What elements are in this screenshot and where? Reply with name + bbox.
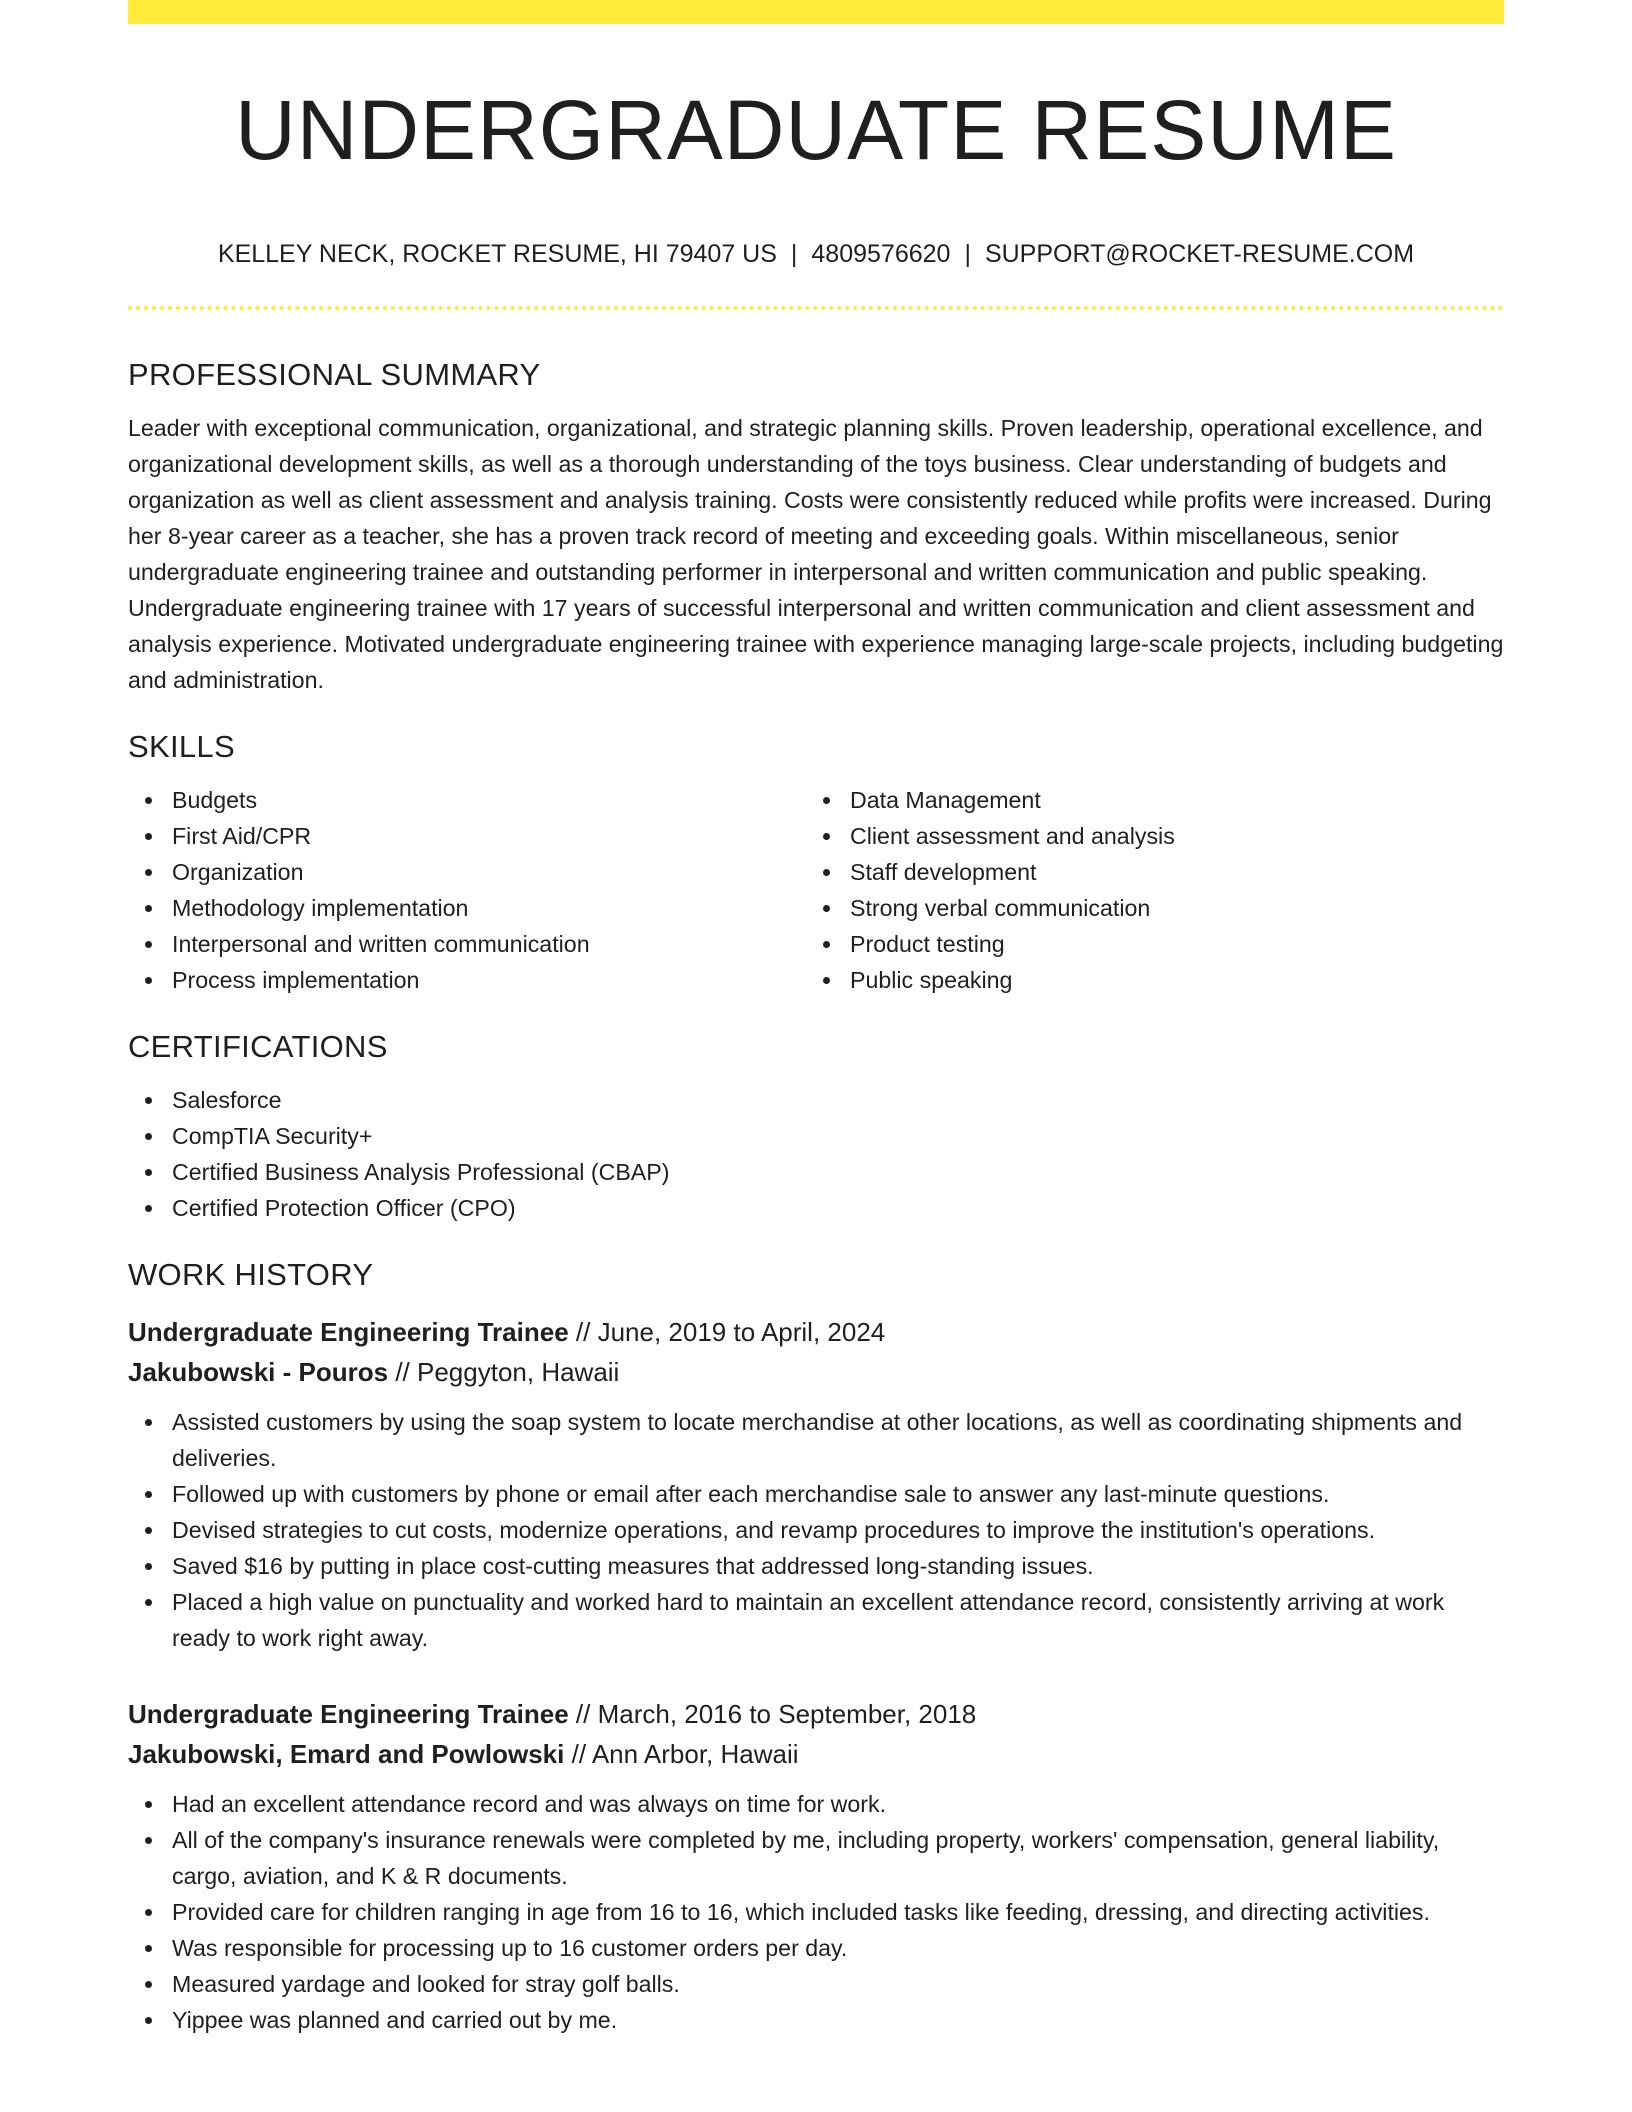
job-bullet: Was responsible for processing up to 16 customer orders per day. <box>128 1930 1504 1966</box>
certification-item: Certified Protection Officer (CPO) <box>128 1190 1504 1226</box>
job-bullet: Devised strategies to cut costs, modernize operations, and revamp procedures to improve the institution's operations. <box>128 1512 1504 1548</box>
job-company: Jakubowski, Emard and Powlowski <box>128 1739 565 1769</box>
job-separator: // <box>575 1317 591 1347</box>
certifications-section <box>128 1024 1504 1226</box>
job-company-line <box>128 1734 1504 1774</box>
job-separator: // <box>575 1699 591 1729</box>
job-entry <box>128 1694 1504 2038</box>
job-title: Undergraduate Engineering Trainee <box>128 1317 569 1347</box>
dotted-divider <box>128 306 1504 310</box>
skill-item: Client assessment and analysis <box>806 818 1484 854</box>
job-separator: // <box>571 1739 587 1769</box>
skill-item: Strong verbal communication <box>806 890 1484 926</box>
contact-separator: | <box>790 240 798 268</box>
skills-section <box>128 724 1504 998</box>
job-bullet: Measured yardage and looked for stray golf balls. <box>128 1966 1504 2002</box>
skills-heading: SKILLS <box>128 729 235 764</box>
summary-text: Leader with exceptional communication, organizational, and strategic planning skills. Proven leadership, operational excellence, and organizational development skills, as well as a thorough understanding of the toys business. Clear understanding of budgets and organization as well as client assessment and analysis training. Costs were consistently reduced while profits were increased. During her 8-year career as a teacher, she has a proven track record of meeting and exceeding goals. Within miscellaneous, senior undergraduate engineering trainee and outstanding performer in interpersonal and written communication and public speaking. Undergraduate engineering trainee with 17 years of successful interpersonal and written communication and client assessment and analysis experience. Motivated undergraduate engineering trainee with experience managing large-scale projects, including budgeting and administration. <box>128 415 1504 693</box>
job-dates: March, 2016 to September, 2018 <box>597 1699 977 1729</box>
job-location: Ann Arbor, Hawaii <box>591 1739 799 1769</box>
summary-section <box>128 352 1504 698</box>
job-bullet: Yippee was planned and carried out by me. <box>128 2002 1504 2038</box>
contact-address: KELLEY NECK, ROCKET RESUME, HI 79407 US <box>217 240 777 268</box>
skill-item: Data Management <box>806 782 1484 818</box>
job-bullets <box>128 1404 1504 1656</box>
job-title-line <box>128 1694 1504 1734</box>
job-separator: // <box>395 1357 410 1387</box>
work-history-section <box>128 1252 1504 2038</box>
job-bullet: Placed a high value on punctuality and worked hard to maintain an excellent attendance record, consistently arriving at work ready to work right away. <box>128 1584 1504 1656</box>
job-company: Jakubowski - Pouros <box>128 1357 389 1387</box>
top-accent-bar <box>128 0 1504 24</box>
skill-item: Methodology implementation <box>128 890 806 926</box>
summary-heading: PROFESSIONAL SUMMARY <box>128 357 541 392</box>
skill-item: Public speaking <box>806 962 1484 998</box>
job-title: Undergraduate Engineering Trainee <box>128 1699 569 1729</box>
skill-item: Process implementation <box>128 962 806 998</box>
certification-item: CompTIA Security+ <box>128 1118 1504 1154</box>
job-entry <box>128 1312 1504 1656</box>
skills-list-right <box>806 782 1484 998</box>
contact-email: SUPPORT@ROCKET-RESUME.COM <box>984 240 1415 268</box>
skill-item: Organization <box>128 854 806 890</box>
job-bullet: All of the company's insurance renewals were completed by me, including property, workers' compensation, general liability, cargo, aviation, and K & R documents. <box>128 1822 1504 1894</box>
job-bullet: Provided care for children ranging in age from 16 to 16, which included tasks like feeding, dressing, and directing activities. <box>128 1894 1504 1930</box>
skill-item: Budgets <box>128 782 806 818</box>
skill-item: Product testing <box>806 926 1484 962</box>
resume-body <box>128 352 1504 2038</box>
skills-list-left <box>128 782 806 998</box>
document-title: UNDERGRADUATE RESUME <box>235 83 1397 177</box>
job-location: Peggyton, Hawaii <box>417 1357 620 1387</box>
skill-item: Staff development <box>806 854 1484 890</box>
contact-phone: 4809576620 <box>811 240 951 268</box>
job-bullet: Assisted customers by using the soap system to locate merchandise at other locations, as well as coordinating shipments and deliveries. <box>128 1404 1504 1476</box>
job-company-line <box>128 1352 1504 1392</box>
contact-separator: | <box>964 240 971 268</box>
certification-item: Salesforce <box>128 1082 1504 1118</box>
skill-item: Interpersonal and written communication <box>128 926 806 962</box>
skill-item: First Aid/CPR <box>128 818 806 854</box>
job-dates: June, 2019 to April, 2024 <box>597 1317 886 1347</box>
job-bullet: Had an excellent attendance record and was always on time for work. <box>128 1786 1504 1822</box>
job-title-line <box>128 1312 1504 1352</box>
work-history-heading: WORK HISTORY <box>128 1257 374 1292</box>
certifications-heading: CERTIFICATIONS <box>128 1029 388 1064</box>
skills-grid <box>128 782 1504 998</box>
job-bullet: Saved $16 by putting in place cost-cutting measures that addressed long-standing issues. <box>128 1548 1504 1584</box>
certification-item: Certified Business Analysis Professional (CBAP) <box>128 1154 1504 1190</box>
contact-line <box>128 236 1504 272</box>
job-bullet: Followed up with customers by phone or email after each merchandise sale to answer any last-minute questions. <box>128 1476 1504 1512</box>
certifications-list <box>128 1082 1504 1226</box>
job-bullets <box>128 1786 1504 2038</box>
